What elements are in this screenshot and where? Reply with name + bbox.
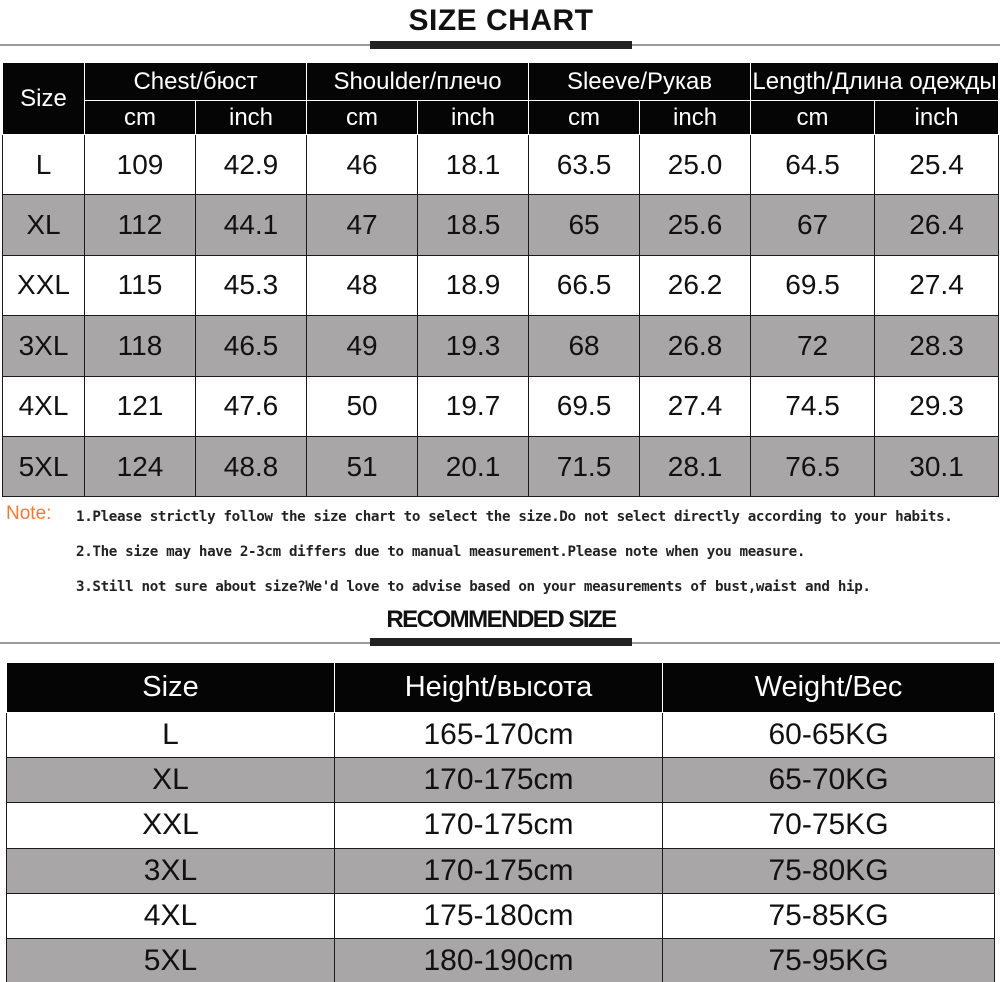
value-cell: 46.5: [196, 316, 307, 376]
value-cell: 71.5: [529, 436, 640, 496]
rec-header-weight: Weight/Вес: [663, 663, 995, 713]
size-cell: 5XL: [7, 938, 335, 982]
recommended-size-heading: [0, 600, 1000, 652]
value-cell: 48: [307, 255, 418, 315]
heading-bar: [370, 41, 632, 49]
value-cell: 69.5: [751, 255, 875, 315]
value-cell: 49: [307, 316, 418, 376]
recommended-size-table: [6, 662, 995, 982]
header-length: Length/Длина одежды: [751, 63, 999, 101]
size-cell: XL: [3, 195, 85, 255]
value-cell: 19.7: [418, 376, 529, 436]
unit-cell: cm: [529, 101, 640, 135]
size-chart-units-row: [3, 101, 999, 135]
size-cell: 4XL: [7, 893, 335, 938]
size-cell: 5XL: [3, 436, 85, 496]
value-cell: 170-175cm: [335, 848, 663, 893]
value-cell: 47: [307, 195, 418, 255]
size-chart-heading: [0, 0, 1000, 56]
value-cell: 170-175cm: [335, 803, 663, 848]
unit-cell: inch: [875, 101, 999, 135]
size-cell: XL: [7, 758, 335, 803]
table-row: [3, 436, 999, 496]
table-row: [7, 848, 995, 893]
heading-bar: [370, 638, 632, 646]
size-cell: 3XL: [7, 848, 335, 893]
value-cell: 30.1: [875, 436, 999, 496]
value-cell: 44.1: [196, 195, 307, 255]
value-cell: 28.1: [640, 436, 751, 496]
value-cell: 20.1: [418, 436, 529, 496]
value-cell: 26.4: [875, 195, 999, 255]
value-cell: 118: [85, 316, 196, 376]
value-cell: 165-170cm: [335, 713, 663, 758]
value-cell: 50: [307, 376, 418, 436]
value-cell: 47.6: [196, 376, 307, 436]
value-cell: 65: [529, 195, 640, 255]
value-cell: 45.3: [196, 255, 307, 315]
unit-cell: cm: [751, 101, 875, 135]
value-cell: 74.5: [751, 376, 875, 436]
value-cell: 75-85KG: [663, 893, 995, 938]
size-chart-body: [3, 135, 999, 497]
value-cell: 27.4: [640, 376, 751, 436]
header-sleeve: Sleeve/Рукав: [529, 63, 751, 101]
recommended-header-row: [7, 663, 995, 713]
value-cell: 76.5: [751, 436, 875, 496]
table-row: [3, 135, 999, 195]
value-cell: 124: [85, 436, 196, 496]
unit-cell: inch: [640, 101, 751, 135]
note-line-2: 2.The size may have 2-3cm differs due to manual measurement.Please note when you measure.: [76, 544, 806, 560]
table-row: [3, 316, 999, 376]
value-cell: 19.3: [418, 316, 529, 376]
value-cell: 28.3: [875, 316, 999, 376]
size-cell: L: [3, 135, 85, 195]
value-cell: 67: [751, 195, 875, 255]
size-chart-table: [2, 62, 999, 497]
value-cell: 75-95KG: [663, 938, 995, 982]
rec-header-height: Height/высота: [335, 663, 663, 713]
note-line-1: 1.Please strictly follow the size chart to select the size.Do not select directly according to your habits.: [76, 509, 953, 525]
size-cell: XXL: [7, 803, 335, 848]
header-shoulder: Shoulder/плечо: [307, 63, 529, 101]
value-cell: 115: [85, 255, 196, 315]
value-cell: 69.5: [529, 376, 640, 436]
value-cell: 66.5: [529, 255, 640, 315]
value-cell: 18.5: [418, 195, 529, 255]
value-cell: 26.2: [640, 255, 751, 315]
unit-cell: cm: [307, 101, 418, 135]
value-cell: 26.8: [640, 316, 751, 376]
value-cell: 48.8: [196, 436, 307, 496]
value-cell: 27.4: [875, 255, 999, 315]
value-cell: 18.9: [418, 255, 529, 315]
table-row: [7, 713, 995, 758]
table-row: [7, 758, 995, 803]
unit-cell: inch: [196, 101, 307, 135]
rec-header-size: Size: [7, 663, 335, 713]
value-cell: 65-70KG: [663, 758, 995, 803]
table-row: [7, 893, 995, 938]
table-row: [7, 803, 995, 848]
value-cell: 121: [85, 376, 196, 436]
table-row: [3, 255, 999, 315]
size-cell: 4XL: [3, 376, 85, 436]
recommended-size-title: RECOMMENDED SIZE: [386, 606, 616, 633]
value-cell: 175-180cm: [335, 893, 663, 938]
header-size: Size: [3, 63, 85, 135]
value-cell: 25.6: [640, 195, 751, 255]
size-chart-title: SIZE CHART: [408, 4, 594, 37]
value-cell: 109: [85, 135, 196, 195]
value-cell: 51: [307, 436, 418, 496]
table-row: [3, 195, 999, 255]
value-cell: 42.9: [196, 135, 307, 195]
header-chest: Chest/бюст: [85, 63, 307, 101]
size-chart-header-row: [3, 63, 999, 101]
recommended-body: [7, 713, 995, 982]
unit-cell: cm: [85, 101, 196, 135]
value-cell: 75-80KG: [663, 848, 995, 893]
note-line-3: 3.Still not sure about size?We'd love to advise based on your measurements of bust,waist and hip.: [76, 579, 871, 595]
value-cell: 18.1: [418, 135, 529, 195]
table-row: [7, 938, 995, 982]
size-cell: XXL: [3, 255, 85, 315]
value-cell: 112: [85, 195, 196, 255]
value-cell: 170-175cm: [335, 758, 663, 803]
value-cell: 46: [307, 135, 418, 195]
value-cell: 25.0: [640, 135, 751, 195]
value-cell: 64.5: [751, 135, 875, 195]
table-row: [3, 376, 999, 436]
value-cell: 70-75KG: [663, 803, 995, 848]
unit-cell: inch: [418, 101, 529, 135]
value-cell: 68: [529, 316, 640, 376]
size-cell: 3XL: [3, 316, 85, 376]
value-cell: 63.5: [529, 135, 640, 195]
value-cell: 72: [751, 316, 875, 376]
value-cell: 60-65KG: [663, 713, 995, 758]
note-label: Note:: [6, 503, 52, 524]
value-cell: 29.3: [875, 376, 999, 436]
size-cell: L: [7, 713, 335, 758]
value-cell: 25.4: [875, 135, 999, 195]
value-cell: 180-190cm: [335, 938, 663, 982]
